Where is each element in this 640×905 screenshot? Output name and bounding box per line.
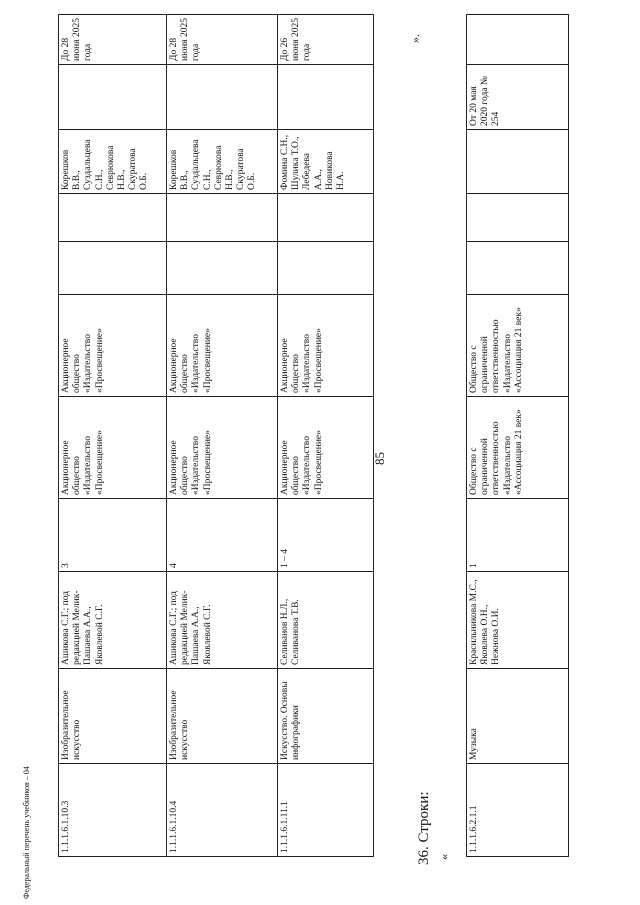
cell-experts: Фомина С.Н., Шулика Т.О., Лебедева А.А., Новикова Н.А.	[278, 130, 374, 194]
cell-empty	[467, 194, 569, 242]
cell-empty	[167, 242, 278, 295]
cell-rights-holder: Акционерное общество «Издательство «Просвещение»	[167, 295, 278, 397]
section-heading: 36. Строки:	[416, 791, 432, 865]
cell-order	[167, 65, 278, 130]
cell-order	[59, 65, 167, 130]
cell-code: 1.1.1.6.2.1.1	[467, 764, 569, 857]
cell-valid-until: До 28 июня 2025 года	[59, 15, 167, 65]
cell-empty	[278, 242, 374, 295]
cell-subject: Музыка	[467, 669, 569, 764]
cell-empty	[59, 242, 167, 295]
cell-grade: 4	[167, 499, 278, 572]
cell-valid-until: До 28 июня 2025 года	[167, 15, 278, 65]
cell-subject: Изобразительное искусство	[59, 669, 167, 764]
table-row	[278, 15, 374, 857]
table-row	[467, 15, 569, 857]
textbook-table-1	[58, 14, 374, 857]
cell-rights-holder: Акционерное общество «Издательство «Просвещение»	[59, 295, 167, 397]
cell-grade: 1 – 4	[278, 499, 374, 572]
cell-authors: Красильникова М.С., Яковлева О.Н., Нежнова О.И.	[467, 572, 569, 669]
cell-empty	[167, 194, 278, 242]
cell-publisher: Акционерное общество «Издательство «Просвещение»	[167, 397, 278, 499]
cell-grade: 1	[467, 499, 569, 572]
cell-valid-until	[467, 15, 569, 65]
cell-experts	[467, 130, 569, 194]
cell-order: От 20 мая 2020 года № 254	[467, 65, 569, 130]
closing-quote: ».	[408, 34, 422, 43]
cell-empty	[278, 194, 374, 242]
page-number: 85	[372, 452, 387, 465]
table-row	[59, 15, 167, 857]
cell-publisher: Общество с ограниченной ответственностью «Издательство «Ассоциация 21 век»	[467, 397, 569, 499]
cell-authors: Ашикова С.Г.; под редакцией Мелик-Пашаева А.А., Яковлевой С.Г.	[167, 572, 278, 669]
cell-empty	[59, 194, 167, 242]
cell-experts: Корешков В.В., Суздальцева С.Н., Севрюкова Н.В., Скуратова О.Б.	[59, 130, 167, 194]
cell-order	[278, 65, 374, 130]
textbook-table-2	[466, 14, 569, 857]
cell-rights-holder: Акционерное общество «Издательство «Просвещение»	[278, 295, 374, 397]
opening-quote: «	[437, 854, 451, 860]
cell-experts: Корешков В.В., Суздальцева С.Н., Севрюкова Н.В., Скуратова О.Б.	[167, 130, 278, 194]
cell-valid-until: До 26 июня 2025 года	[278, 15, 374, 65]
cell-code: 1.1.1.6.1.10.4	[167, 764, 278, 857]
cell-authors: Селиванов Н.Л., Селиванова Т.В.	[278, 572, 374, 669]
cell-rights-holder: Общество с ограниченной ответственностью «Издательство «Ассоциация 21 век»	[467, 295, 569, 397]
cell-subject: Искусство. Основы инфографики	[278, 669, 374, 764]
cell-publisher: Акционерное общество «Издательство «Просвещение»	[278, 397, 374, 499]
cell-code: 1.1.1.6.1.11.1	[278, 764, 374, 857]
cell-publisher: Акционерное общество «Издательство «Просвещение»	[59, 397, 167, 499]
cell-code: 1.1.1.6.1.10.3	[59, 764, 167, 857]
cell-authors: Ашикова С.Г.; под редакцией Мелик-Пашаева А.А., Яковлевой С.Г.	[59, 572, 167, 669]
cell-empty	[467, 242, 569, 295]
cell-subject: Изобразительное искусство	[167, 669, 278, 764]
cell-grade: 3	[59, 499, 167, 572]
table-row	[167, 15, 278, 857]
footer-text: Федеральный перечень учебников – 04	[22, 766, 31, 899]
